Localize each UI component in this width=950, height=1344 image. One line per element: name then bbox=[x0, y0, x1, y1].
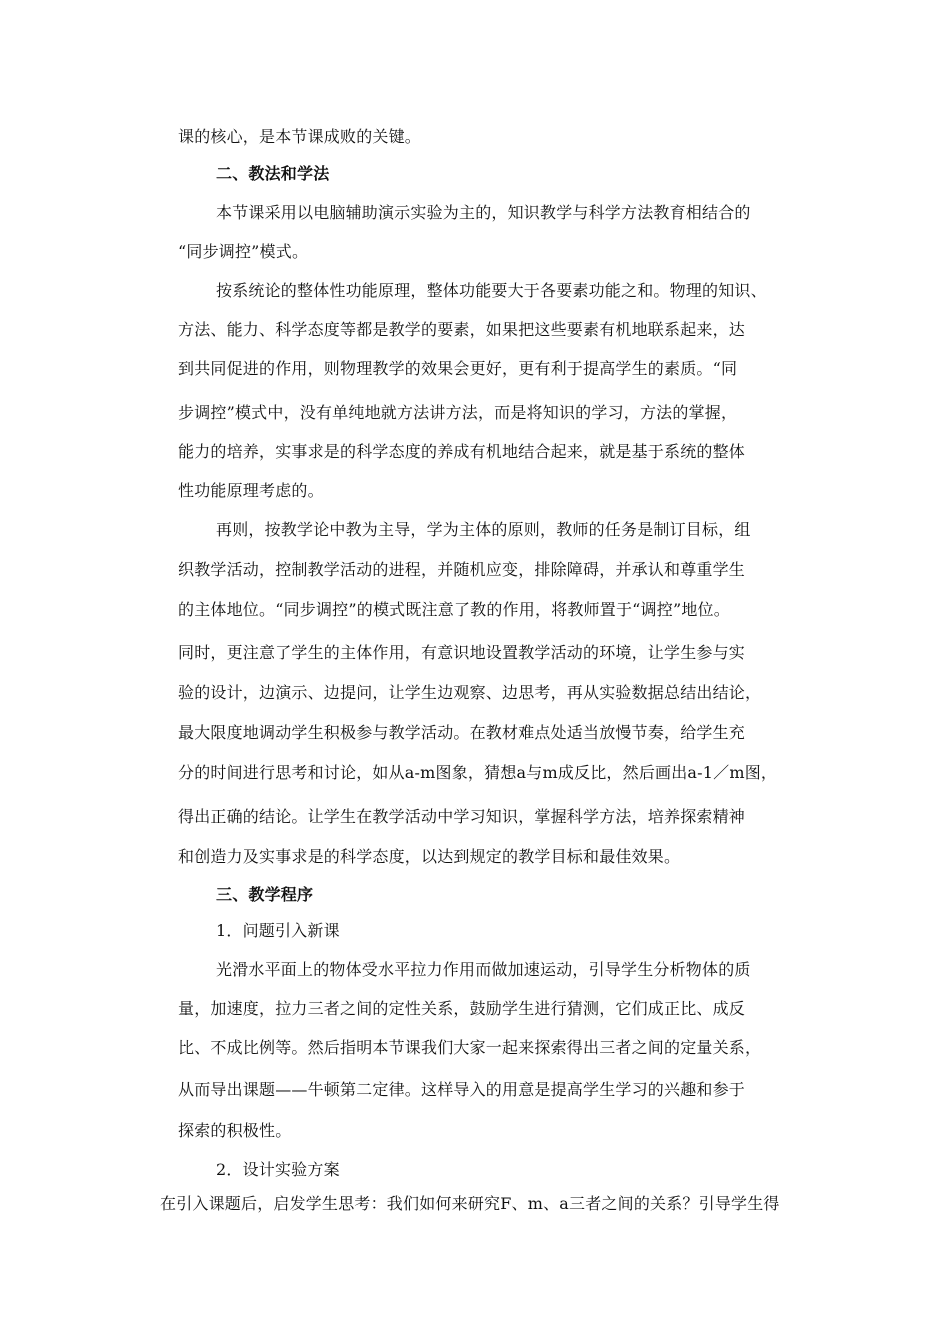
paragraph-line: 方法、能力、科学态度等都是教学的要素，如果把这些要素有机地联系起来，达 bbox=[178, 320, 746, 339]
paragraph-line: 最大限度地调动学生积极参与教学活动。在教材难点处适当放慢节奏，给学生充 bbox=[178, 723, 746, 742]
section-heading-2: 二、教法和学法 bbox=[216, 164, 330, 183]
paragraph-line: 在引入课题后，启发学生思考：我们如何来研究F、m、a三者之间的关系？引导学生得 bbox=[160, 1194, 780, 1213]
paragraph-line: 得出正确的结论。让学生在教学活动中学习知识，掌握科学方法，培养探索精神 bbox=[178, 807, 746, 826]
subsection-heading-1: 1．问题引入新课 bbox=[216, 921, 340, 940]
paragraph-line: 比、不成比例等。然后指明本节课我们大家一起来探索得出三者之间的定量关系， bbox=[178, 1038, 762, 1057]
paragraph-line: 分的时间进行思考和讨论，如从a-m图象，猜想a与m成反比，然后画出a-1／m图， bbox=[178, 763, 778, 782]
paragraph-line: 和创造力及实事求是的科学态度，以达到规定的教学目标和最佳效果。 bbox=[178, 847, 681, 866]
paragraph-line: 课的核心，是本节课成败的关键。 bbox=[178, 127, 422, 146]
paragraph-line: 步调控”模式中，没有单纯地就方法讲方法，而是将知识的学习，方法的掌握， bbox=[178, 403, 738, 422]
paragraph-line: 能力的培养，实事求是的科学态度的养成有机地结合起来，就是基于系统的整体 bbox=[178, 442, 746, 461]
paragraph-line: 再则，按教学论中教为主导，学为主体的原则，教师的任务是制订目标，组 bbox=[216, 520, 751, 539]
subsection-heading-2: 2．设计实验方案 bbox=[216, 1160, 340, 1179]
paragraph-line: 性功能原理考虑的。 bbox=[178, 481, 324, 500]
paragraph-line: 光滑水平面上的物体受水平拉力作用而做加速运动，引导学生分析物体的质 bbox=[216, 960, 751, 979]
paragraph-line: 织教学活动，控制教学活动的进程，并随机应变，排除障碍，并承认和尊重学生 bbox=[178, 560, 746, 579]
paragraph-line: 按系统论的整体性功能原理，整体功能要大于各要素功能之和。物理的知识、 bbox=[216, 281, 767, 300]
paragraph-line: 探索的积极性。 bbox=[178, 1121, 292, 1140]
paragraph-line: 从而导出课题——牛顿第二定律。这样导入的用意是提高学生学习的兴趣和参于 bbox=[178, 1080, 746, 1099]
paragraph-line: 本节课采用以电脑辅助演示实验为主的，知识教学与科学方法教育相结合的 bbox=[216, 203, 751, 222]
paragraph-line: 的主体地位。“同步调控”的模式既注意了教的作用，将教师置于“调控”地位。 bbox=[178, 600, 730, 619]
paragraph-line: 量，加速度，拉力三者之间的定性关系，鼓励学生进行猜测，它们成正比、成反 bbox=[178, 999, 746, 1018]
paragraph-line: 到共同促进的作用，则物理教学的效果会更好，更有利于提高学生的素质。“同 bbox=[178, 359, 738, 378]
paragraph-line: 同时，更注意了学生的主体作用，有意识地设置教学活动的环境，让学生参与实 bbox=[178, 643, 746, 662]
paragraph-line: “同步调控”模式。 bbox=[178, 242, 309, 261]
section-heading-3: 三、教学程序 bbox=[216, 885, 314, 904]
paragraph-line: 验的设计，边演示、边提问，让学生边观察、边思考，再从实验数据总结出结论， bbox=[178, 683, 762, 702]
